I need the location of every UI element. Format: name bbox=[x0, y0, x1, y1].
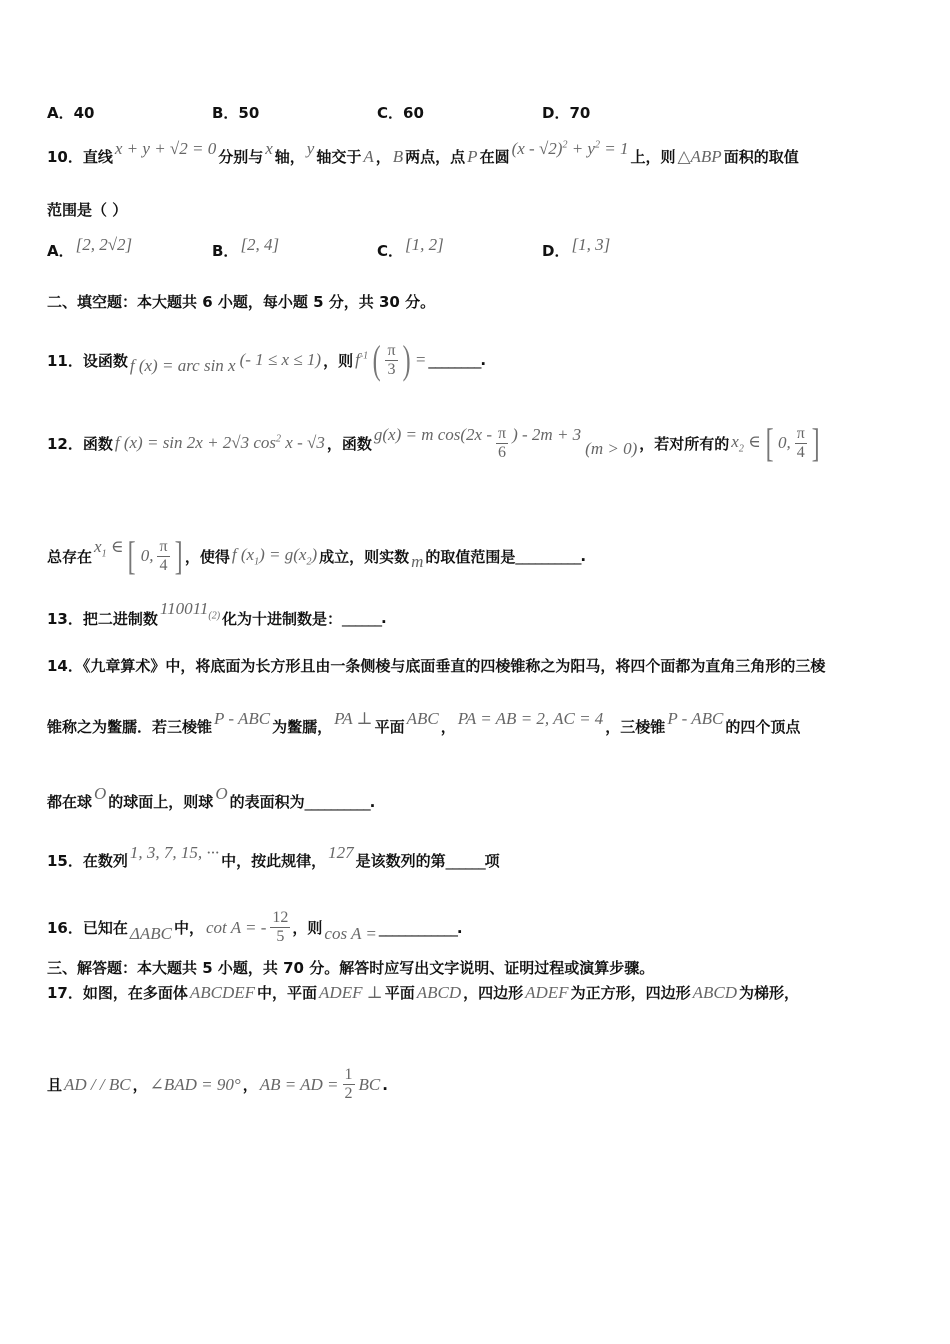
math-text: P bbox=[467, 146, 478, 166]
math-text: = bbox=[414, 350, 427, 369]
section-3-heading bbox=[47, 957, 654, 978]
text: 的球面上，则球 bbox=[108, 793, 214, 811]
math-text: + y bbox=[567, 138, 595, 158]
answer-blank: ____________ bbox=[378, 918, 457, 937]
math-text: BC bbox=[358, 1074, 381, 1094]
math-text: g(x) = m cos(2x - bbox=[373, 425, 493, 444]
text: ， bbox=[375, 148, 391, 166]
q12-cont bbox=[47, 533, 587, 578]
math-expression bbox=[374, 425, 492, 445]
q9-options bbox=[47, 102, 707, 123]
math-expression bbox=[324, 924, 376, 944]
bracket: ] bbox=[174, 533, 183, 578]
subscript: (2) bbox=[208, 610, 221, 622]
subscript: 2 bbox=[738, 443, 744, 455]
math-expression bbox=[240, 235, 279, 254]
q15 bbox=[47, 842, 500, 871]
q10-stem bbox=[47, 138, 799, 167]
option-C bbox=[377, 102, 542, 123]
math-text: PA = AB = 2, AC = 4 bbox=[457, 708, 604, 728]
text: 平面 bbox=[374, 718, 405, 736]
subscript: 1 bbox=[101, 548, 107, 560]
math-text: f bbox=[355, 350, 360, 369]
math-text: 1, 3, 7, 15, ··· bbox=[129, 842, 220, 862]
answer-blank: ______ bbox=[445, 851, 485, 870]
answer-blank: __________ bbox=[515, 547, 581, 565]
numerator: π bbox=[387, 341, 396, 359]
text: 17．如图，在多面体 bbox=[47, 984, 188, 1002]
math-expression bbox=[215, 784, 227, 804]
math-expression bbox=[76, 235, 133, 254]
q13 bbox=[47, 599, 387, 629]
text: 12．函数 bbox=[47, 434, 113, 453]
text: 分别与 bbox=[218, 148, 264, 166]
text: ，三棱锥 bbox=[605, 718, 666, 736]
fraction bbox=[385, 342, 397, 379]
math-text: ∠BAD = 90° bbox=[149, 1074, 241, 1094]
math-expression bbox=[94, 537, 123, 559]
text: 16．已知在 bbox=[47, 919, 128, 937]
answer-blank: __________ bbox=[304, 792, 370, 811]
text: . bbox=[480, 351, 487, 369]
q14 bbox=[47, 655, 825, 676]
math-text: f (x bbox=[231, 544, 255, 564]
text: 14．《九章算术》中，将底面为长方形且由一条侧棱与底面垂直的四棱锥称之为阳马，将四个面都为直角三角形的三棱 bbox=[47, 657, 826, 675]
math-text: 110011 bbox=[159, 599, 209, 618]
text: ，函数 bbox=[326, 434, 372, 453]
fraction bbox=[157, 538, 169, 575]
text: 轴交于 bbox=[316, 148, 362, 166]
math-expression bbox=[363, 147, 373, 167]
math-expression bbox=[512, 425, 581, 445]
q14-cont bbox=[47, 708, 801, 737]
math-text: PA ⊥ bbox=[334, 708, 373, 728]
option-D bbox=[542, 235, 707, 261]
q14-cont2 bbox=[47, 783, 376, 812]
math-expression bbox=[130, 356, 236, 376]
q10-stem-cont bbox=[47, 199, 127, 220]
math-text: x bbox=[94, 536, 102, 556]
text: . bbox=[580, 547, 587, 565]
math-expression bbox=[407, 709, 439, 729]
math-text: f (x) = arc sin x bbox=[129, 356, 236, 375]
subscript: 2 bbox=[306, 556, 312, 568]
text: 中，平面 bbox=[257, 984, 318, 1002]
math-text: P - ABC bbox=[667, 708, 724, 728]
math-text: B bbox=[392, 146, 404, 166]
math-expression bbox=[415, 350, 426, 370]
text: 是该数列的第 bbox=[355, 852, 446, 870]
math-expression bbox=[667, 709, 723, 729]
math-expression bbox=[393, 147, 403, 167]
math-text: m bbox=[411, 552, 424, 571]
math-expression bbox=[405, 235, 444, 254]
math-text: x + y + √2 = 0 bbox=[114, 138, 217, 158]
math-expression bbox=[206, 918, 266, 938]
math-text: ADEF ⊥ bbox=[319, 982, 383, 1002]
math-expression bbox=[141, 546, 154, 566]
math-text: [1, 3] bbox=[571, 235, 611, 254]
math-expression bbox=[214, 709, 270, 729]
math-text: [2, 2√2] bbox=[75, 235, 133, 254]
math-text: [1, 2] bbox=[405, 235, 444, 254]
text: 平面 bbox=[384, 984, 415, 1002]
bracket: ( bbox=[372, 337, 381, 382]
math-text: ∈ bbox=[106, 536, 124, 556]
text: 成立，则实数 bbox=[319, 547, 410, 566]
math-text: (- 1 ≤ x ≤ 1) bbox=[239, 350, 322, 369]
fraction bbox=[496, 425, 508, 462]
superscript: 2 bbox=[276, 433, 282, 445]
q12 bbox=[47, 420, 822, 465]
bracket: ] bbox=[811, 420, 820, 465]
math-text: ΔABC bbox=[129, 923, 172, 943]
superscript: 2 bbox=[562, 138, 568, 150]
math-expression bbox=[585, 439, 637, 459]
text: 中，按此规律， bbox=[221, 852, 327, 870]
text: 项 bbox=[484, 852, 500, 870]
text: 三、解答题：本大题共 5 小题，共 70 分。解答时应写出文字说明、证明过程或演算步骤。 bbox=[47, 959, 655, 977]
q16 bbox=[47, 909, 463, 946]
math-text: AD / / BC bbox=[64, 1074, 131, 1094]
text: 二、填空题：本大题共 6 小题，每小题 5 分，共 30 分。 bbox=[47, 293, 436, 311]
option-B bbox=[212, 102, 377, 123]
text: B． bbox=[212, 242, 239, 260]
math-text: (m > 0) bbox=[585, 439, 638, 458]
superscript: 2 bbox=[594, 138, 600, 150]
option-D bbox=[542, 102, 707, 123]
math-text: △ABP bbox=[677, 146, 722, 166]
text: 为正方形，四边形 bbox=[570, 984, 691, 1002]
math-text: cos A = bbox=[324, 923, 377, 943]
fraction bbox=[343, 1066, 355, 1103]
bracket: [ bbox=[128, 533, 137, 578]
text: 11．设函数 bbox=[47, 351, 128, 370]
text: . bbox=[456, 918, 463, 937]
math-text: ABCD bbox=[416, 982, 462, 1002]
math-text: (x - √2) bbox=[511, 138, 563, 158]
math-expression bbox=[130, 924, 172, 944]
text: A． bbox=[47, 242, 74, 260]
text: C．60 bbox=[377, 104, 424, 122]
math-expression bbox=[265, 139, 273, 159]
math-expression bbox=[150, 1075, 241, 1095]
text: 轴， bbox=[274, 148, 305, 166]
text: D． bbox=[542, 242, 570, 260]
numerator: 12 bbox=[272, 909, 289, 926]
text: B．50 bbox=[212, 104, 260, 122]
q10-options bbox=[47, 235, 707, 261]
denominator: 4 bbox=[796, 443, 805, 461]
math-text: x bbox=[731, 431, 739, 451]
q11 bbox=[47, 337, 487, 382]
math-text: ∈ bbox=[743, 431, 761, 451]
math-text: 0, bbox=[140, 546, 154, 565]
text: ，则 bbox=[292, 919, 323, 937]
text: ，使得 bbox=[184, 547, 230, 566]
math-text: ) = g(x bbox=[259, 544, 307, 564]
math-text: ABCD bbox=[692, 982, 737, 1002]
math-expression bbox=[334, 709, 373, 729]
q17-cont bbox=[47, 1066, 388, 1103]
math-expression bbox=[359, 1075, 381, 1095]
section-2-heading bbox=[47, 291, 435, 312]
math-expression bbox=[328, 843, 354, 863]
text: D．70 bbox=[542, 104, 591, 122]
text: ，则 bbox=[323, 351, 354, 370]
text: . bbox=[382, 1075, 388, 1094]
text: ， bbox=[242, 1076, 258, 1094]
math-expression bbox=[260, 1075, 339, 1095]
option-B bbox=[212, 235, 377, 261]
text: 10．直线 bbox=[47, 148, 113, 166]
math-expression bbox=[512, 139, 629, 159]
numerator: π bbox=[796, 424, 805, 442]
text: 锥称之为鳖臑．若三棱锥 bbox=[47, 718, 213, 736]
math-expression bbox=[458, 709, 604, 729]
math-text: O bbox=[215, 783, 228, 803]
text: 都在球 bbox=[47, 793, 93, 811]
text: 在圆 bbox=[479, 148, 510, 166]
numerator: 1 bbox=[344, 1066, 353, 1083]
math-text: 0, bbox=[777, 433, 791, 452]
text: . bbox=[369, 792, 376, 811]
math-text: = 1 bbox=[599, 138, 629, 158]
answer-blank: ______ bbox=[342, 609, 382, 628]
text: 为梯形， bbox=[738, 984, 799, 1002]
text: ，若对所有的 bbox=[639, 434, 730, 453]
text: 且 bbox=[47, 1076, 63, 1094]
math-text: ) bbox=[311, 544, 318, 564]
text: ， bbox=[440, 718, 456, 736]
text: 面积的取值 bbox=[723, 148, 799, 166]
text: 的取值范围是 bbox=[425, 547, 516, 566]
text: 两点，点 bbox=[405, 148, 466, 166]
option-A bbox=[47, 102, 212, 123]
denominator: 3 bbox=[387, 360, 396, 378]
text: ，四边形 bbox=[463, 984, 524, 1002]
math-expression bbox=[240, 350, 321, 370]
math-expression bbox=[417, 983, 461, 1003]
math-expression bbox=[160, 599, 220, 621]
math-expression bbox=[677, 147, 721, 167]
math-text: ) - 2m + 3 bbox=[512, 425, 582, 444]
fraction bbox=[795, 425, 807, 462]
text: 总存在 bbox=[47, 547, 93, 566]
math-expression bbox=[319, 983, 383, 1003]
math-text: [2, 4] bbox=[240, 235, 280, 254]
math-expression bbox=[525, 983, 568, 1003]
subscript: 1 bbox=[254, 556, 260, 568]
math-expression bbox=[571, 235, 610, 254]
math-text: O bbox=[94, 783, 107, 803]
numerator: π bbox=[498, 424, 507, 442]
text: 的表面积为 bbox=[229, 793, 305, 811]
math-expression bbox=[355, 350, 368, 370]
text: 15．在数列 bbox=[47, 852, 128, 870]
bracket: [ bbox=[765, 420, 774, 465]
math-text: ADEF bbox=[525, 982, 569, 1002]
math-expression bbox=[190, 983, 255, 1003]
math-expression bbox=[307, 139, 315, 159]
text: 的四个顶点 bbox=[725, 718, 801, 736]
math-text: y bbox=[306, 138, 315, 158]
text: 13．把二进制数 bbox=[47, 609, 158, 628]
text: 化为十进制数是： bbox=[222, 609, 343, 628]
text: 为鳖臑， bbox=[272, 718, 333, 736]
text: A．40 bbox=[47, 104, 95, 122]
answer-blank: ________ bbox=[428, 351, 481, 369]
math-text: x - √3 bbox=[281, 433, 325, 452]
math-expression bbox=[693, 983, 737, 1003]
q17 bbox=[47, 982, 799, 1003]
math-expression bbox=[94, 784, 106, 804]
math-expression bbox=[778, 433, 791, 453]
denominator: 6 bbox=[498, 443, 507, 461]
denominator: 4 bbox=[159, 556, 168, 574]
math-text: f (x) = sin 2x + 2√3 cos bbox=[114, 433, 277, 452]
bracket: ) bbox=[402, 337, 411, 382]
math-expression bbox=[467, 147, 477, 167]
text: . bbox=[381, 609, 387, 628]
math-expression bbox=[411, 552, 423, 572]
math-text: cot A = - bbox=[205, 917, 267, 937]
math-text: AB = AD = bbox=[259, 1074, 339, 1094]
math-text: ABCDEF bbox=[189, 982, 256, 1002]
math-expression bbox=[115, 433, 325, 453]
math-expression bbox=[115, 139, 216, 159]
math-text: x bbox=[265, 138, 273, 158]
text: 上，则 bbox=[630, 148, 676, 166]
math-expression bbox=[731, 432, 760, 454]
option-C bbox=[377, 235, 542, 261]
math-text: 127 bbox=[328, 842, 354, 862]
fraction bbox=[270, 909, 290, 946]
math-expression bbox=[130, 843, 219, 863]
math-text: ABC bbox=[406, 708, 439, 728]
text: ， bbox=[132, 1076, 148, 1094]
denominator: 5 bbox=[276, 928, 285, 945]
text: C． bbox=[377, 242, 404, 260]
superscript: -1 bbox=[359, 350, 369, 362]
text: 范围是（ ） bbox=[47, 201, 128, 219]
numerator: π bbox=[159, 537, 168, 555]
math-expression bbox=[232, 545, 317, 567]
text: 中， bbox=[173, 919, 204, 937]
option-A bbox=[47, 235, 212, 261]
math-text: P - ABC bbox=[214, 708, 271, 728]
math-text: A bbox=[363, 146, 374, 166]
math-expression bbox=[64, 1075, 131, 1095]
denominator: 2 bbox=[344, 1085, 353, 1102]
